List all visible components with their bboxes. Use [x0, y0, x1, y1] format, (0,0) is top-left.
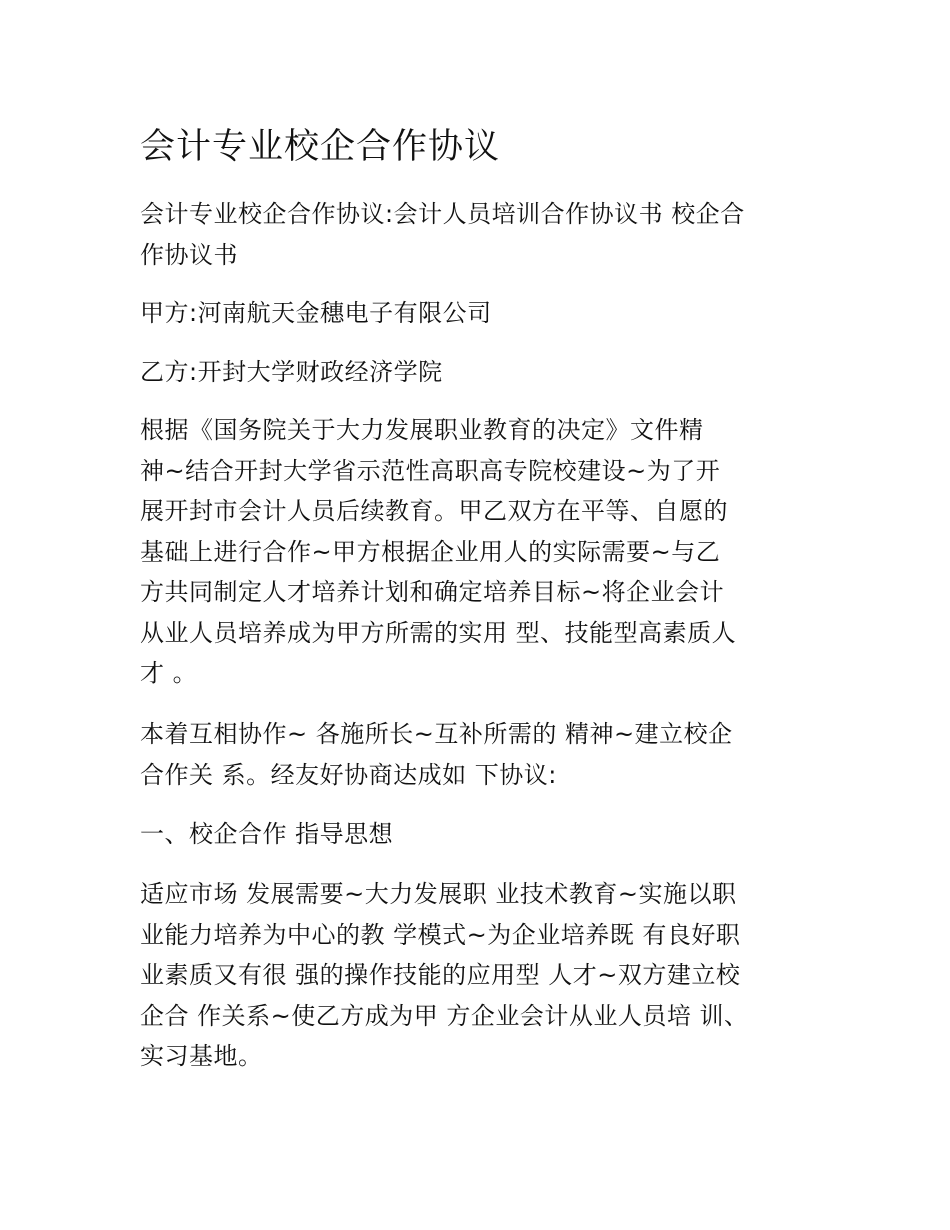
section-one-line-3: 业素质又有很 强的操作技能的应用型 人才~双方建立校: [140, 961, 741, 989]
subtitle-line-1: 会计专业校企合作协议:会计人员培训合作协议书 校企合: [140, 200, 745, 228]
principle-line-1: 本着互相协作~ 各施所长~互补所需的 精神~建立校企: [140, 720, 733, 748]
subtitle-paragraph: [140, 194, 812, 275]
basis-line-4: 基础上进行合作~甲方根据企业用人的实际需要~与乙: [140, 537, 721, 566]
basis-line-3: 展开封市会计人员后续教育。甲乙双方在平等、自愿的: [140, 497, 728, 525]
basis-line-5: 方共同制定人才培养计划和确定培养目标~将企业会计: [140, 578, 725, 606]
section-one-paragraph: [140, 874, 812, 1077]
subtitle-line-2: 作协议书: [140, 240, 238, 269]
party-b: 乙方:开封大学财政经济学院: [140, 358, 443, 386]
basis-line-2: 神~结合开封大学省示范性高职高专院校建设~为了开: [140, 456, 721, 485]
basis-line-1: 根据《国务院关于大力发展职业教育的决定》文件精: [140, 416, 704, 444]
principle-paragraph: [140, 714, 812, 795]
party-a: 甲方:河南航天金穗电子有限公司: [140, 299, 492, 327]
document-title: 会计专业校企合作协议: [140, 127, 501, 167]
basis-line-7: 才 。: [140, 659, 198, 687]
section-one-heading: 一、校企合作 指导思想: [140, 820, 394, 848]
principle-line-2: 合作关 系。经友好协商达成如 下协议:: [140, 760, 557, 789]
section-one-line-1: 适应市场 发展需要~大力发展职 业技术教育~实施以职: [140, 880, 737, 908]
basis-line-6: 从业人员培养成为甲方所需的实用 型、技能型高素质人: [140, 618, 737, 647]
basis-paragraph: [140, 410, 812, 694]
section-one-line-2: 业能力培养为中心的教 学模式~为企业培养既 有良好职: [140, 920, 741, 949]
section-one-line-5: 实习基地。: [140, 1042, 263, 1070]
section-one-line-4: 企合 作关系~使乙方成为甲 方企业会计从业人员培 训、: [140, 1001, 749, 1030]
